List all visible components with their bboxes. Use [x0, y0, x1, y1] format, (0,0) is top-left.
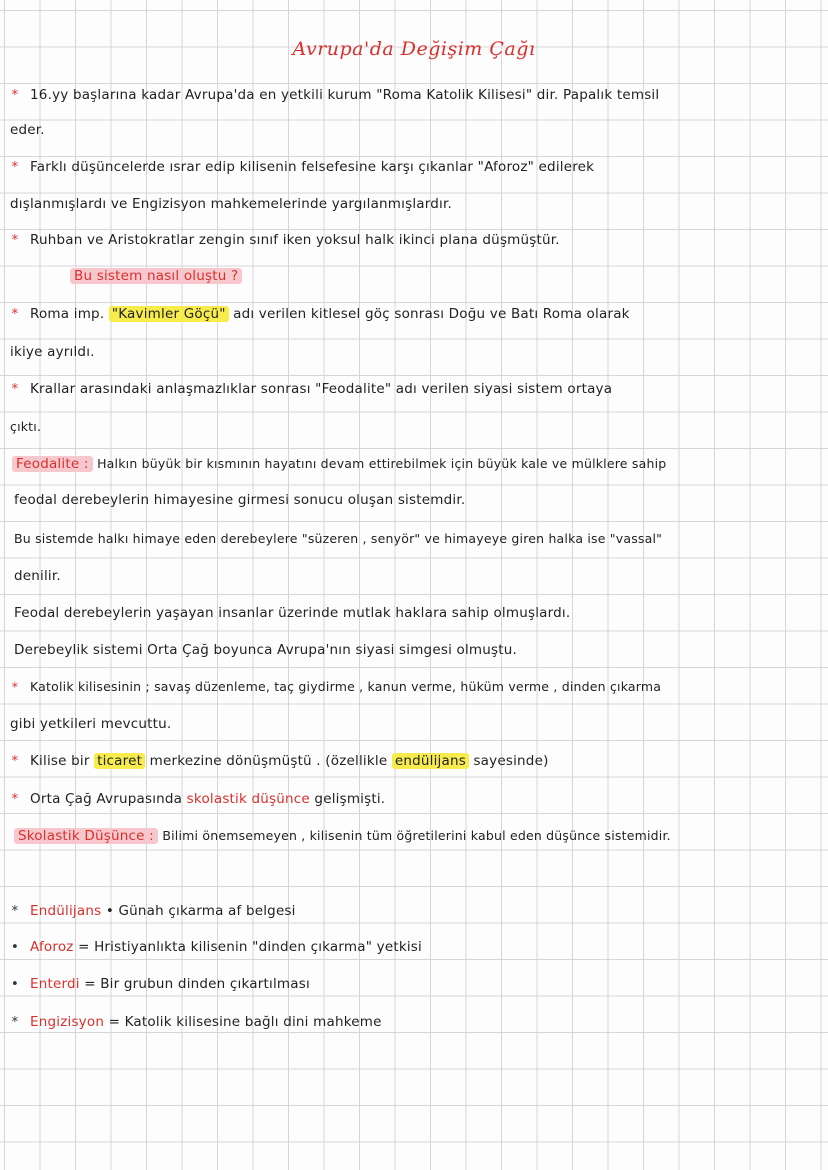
term: Enterdi [30, 976, 80, 992]
paragraph-3 [0, 231, 828, 249]
skolastik-definition [14, 827, 828, 845]
dot-bullet: • [10, 939, 20, 955]
star-bullet: * [11, 753, 19, 769]
star-bullet: * [11, 679, 19, 694]
paragraph-2-cont: dışlanmışlardı ve Engizisyon mahkemelerinde yargılanmışlardır. [10, 196, 453, 212]
endulijans-highlight: endülijans [392, 753, 469, 769]
text: Orta Çağ Avrupasında [30, 791, 183, 807]
text: adı verilen kitlesel göç sonrası Doğu ve Batı Roma olarak [233, 306, 630, 322]
definition: = Bir grubun dinden çıkartılması [84, 976, 310, 992]
text: Ruhban ve Aristokratlar zengin sınıf iken yoksul halk ikinci plana düşmüştür. [30, 232, 560, 248]
paragraph-9 [0, 678, 828, 696]
skolastik-red-text: skolastik düşünce [186, 791, 310, 807]
star-bullet: * [11, 87, 19, 103]
text: merkezine dönüşmüştü . (özellikle [149, 753, 388, 769]
definition: = Hristiyanlıkta kilisenin "dinden çıkarma" yetkisi [78, 939, 422, 955]
definition: = Katolik kilisesine bağlı dini mahkeme [108, 1014, 382, 1030]
paragraph-1 [0, 86, 828, 104]
star-bullet: * [11, 381, 19, 397]
text: Roma imp. [30, 306, 105, 322]
paragraph-2 [0, 158, 828, 176]
paragraph-8: Derebeylik sistemi Orta Çağ boyunca Avrupa'nın siyasi simgesi olmuştu. [14, 642, 517, 658]
star-bullet: * [11, 791, 19, 807]
term: Engizisyon [30, 1014, 105, 1030]
definition: • Günah çıkarma af belgesi [105, 903, 296, 919]
glossary-engizisyon [0, 1013, 828, 1031]
glossary-aforoz [0, 938, 828, 956]
paragraph-7: Feodal derebeylerin yaşayan insanlar üzerinde mutlak haklara sahip olmuşlardı. [14, 605, 571, 621]
text: Farklı düşüncelerde ısrar edip kilisenin felsefesine karşı çıkanlar "Aforoz" edilerek [30, 159, 595, 175]
star-bullet: * [11, 159, 19, 175]
star-bullet: * [11, 903, 19, 919]
feodalite-definition-cont: feodal derebeylerin himayesine girmesi sonucu oluşan sistemdir. [14, 492, 466, 508]
term: Aforoz [30, 939, 74, 955]
paragraph-10 [0, 752, 828, 770]
page-title: Avrupa'da Değişim Çağı [292, 38, 536, 60]
star-bullet: * [11, 232, 19, 248]
star-bullet: * [11, 1014, 19, 1030]
paragraph-5 [0, 380, 828, 398]
paragraph-11 [0, 790, 828, 808]
paragraph-6-cont: denilir. [14, 568, 61, 584]
question-line [70, 267, 828, 285]
ticaret-highlight: ticaret [94, 753, 145, 769]
question-highlight: Bu sistem nasıl oluştu ? [70, 268, 242, 284]
text: sayesinde) [473, 753, 549, 769]
term: Endülijans [30, 903, 102, 919]
paragraph-6: Bu sistemde halkı himaye eden derebeylere "süzeren , senyör" ve himayeye giren halka ise "vassal" [14, 531, 663, 546]
text: Bilimi önemsemeyen , kilisenin tüm öğretilerini kabul eden düşünce sistemidir. [162, 828, 671, 843]
star-bullet: * [11, 306, 19, 322]
paragraph-9-cont: gibi yetkileri mevcuttu. [10, 716, 172, 732]
text: gelişmişti. [314, 791, 386, 807]
paragraph-5-cont: çıktı. [10, 419, 42, 434]
glossary-endulijans [0, 902, 828, 920]
text: Katolik kilisesinin ; savaş düzenleme, taç giydirme , kanun verme, hüküm verme , dinden çıkarma [30, 679, 662, 694]
text: Krallar arasındaki anlaşmazlıklar sonrası "Feodalite" adı verilen siyasi sistem ortaya [30, 381, 613, 397]
paragraph-4-cont: ikiye ayrıldı. [10, 344, 95, 360]
kavimler-gocu-highlight: "Kavimler Göçü" [109, 306, 229, 322]
paragraph-1-cont: eder. [10, 122, 45, 138]
skolastik-term: Skolastik Düşünce : [14, 828, 158, 844]
text: Kilise bir [30, 753, 90, 769]
feodalite-term: Feodalite : [12, 456, 93, 472]
dot-bullet: • [10, 976, 20, 992]
text: 16.yy başlarına kadar Avrupa'da en yetkili kurum "Roma Katolik Kilisesi" dir. Papalık temsil [30, 87, 660, 103]
paragraph-4 [0, 305, 828, 323]
glossary-enterdi [0, 975, 828, 993]
text: Halkın büyük bir kısmının hayatını devam ettirebilmek için büyük kale ve mülklere sahip [97, 456, 667, 471]
feodalite-definition [12, 455, 828, 473]
